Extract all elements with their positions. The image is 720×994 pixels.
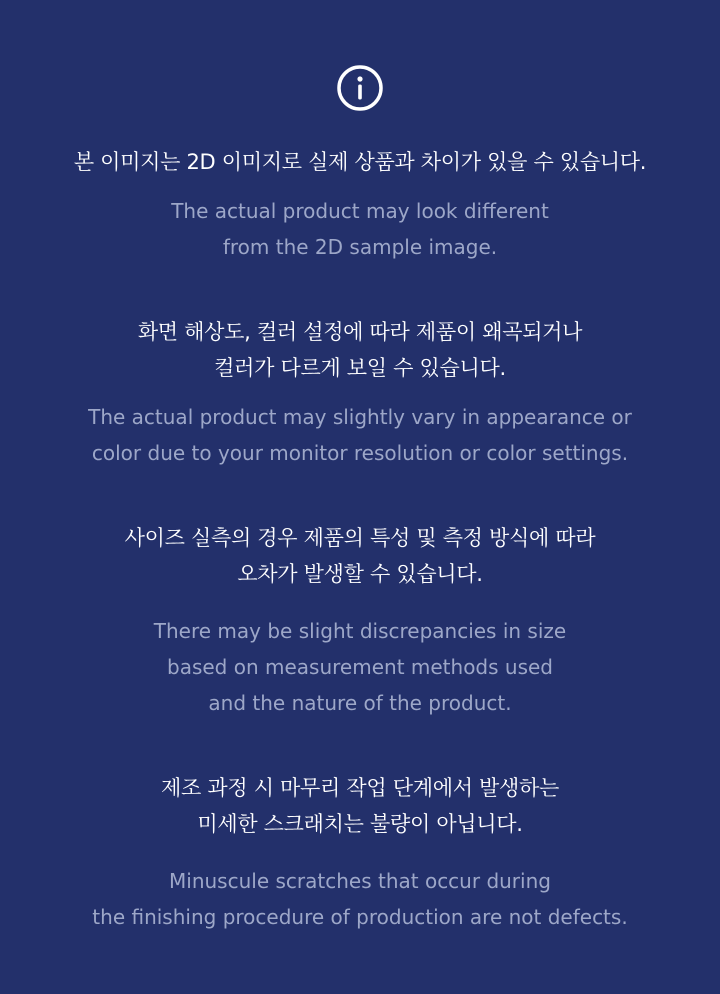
notice-1-english-line-2: from the 2D sample image. — [222, 235, 498, 259]
notice-4-english-line-2: the finishing procedure of production are not defects. — [92, 905, 628, 929]
notice-4 — [0, 770, 720, 842]
notice-2 — [0, 314, 720, 386]
notice-3-english-line-2: based on measurement methods used — [167, 655, 553, 679]
notice-2-english — [0, 399, 720, 471]
notice-3-korean — [0, 520, 720, 592]
info-circle-icon — [336, 64, 384, 112]
notice-2-english-line-2: color due to your monitor resolution or color settings. — [91, 441, 629, 465]
notice-3-english-line-1: There may be slight discrepancies in size — [153, 619, 567, 643]
notice-2-korean — [0, 314, 720, 386]
notice-1-english — [0, 193, 720, 265]
notice-3 — [0, 520, 720, 592]
info-icon — [336, 64, 384, 112]
notice-1-korean-line-1: 본 이미지는 2D 이미지로 실제 상품과 차이가 있을 수 있습니다. — [73, 150, 647, 174]
notice-3-english-line-3: and the nature of the product. — [208, 691, 512, 715]
notice-2-english-block — [0, 399, 720, 471]
notice-4-korean-line-1: 제조 과정 시 마무리 작업 단계에서 발생하는 — [161, 776, 559, 800]
notice-4-korean — [0, 770, 720, 842]
notice-4-english — [0, 863, 720, 935]
notice-4-korean-line-2: 미세한 스크래치는 불량이 아닙니다. — [197, 812, 523, 836]
notice-3-english-block — [0, 613, 720, 721]
notice-2-english-line-1: The actual product may slightly vary in appearance or — [88, 405, 632, 429]
notice-4-english-block — [0, 863, 720, 935]
notice-2-korean-line-1: 화면 해상도, 컬러 설정에 따라 제품이 왜곡되거나 — [137, 320, 583, 344]
notice-3-korean-line-2: 오차가 발생할 수 있습니다. — [237, 562, 483, 586]
notice-1-english-block — [0, 193, 720, 265]
notice-2-korean-line-2: 컬러가 다르게 보일 수 있습니다. — [214, 356, 506, 380]
notice-1-english-line-1: The actual product may look different — [171, 199, 549, 223]
notice-1-korean — [0, 144, 720, 180]
notice-3-korean-line-1: 사이즈 실측의 경우 제품의 특성 및 측정 방식에 따라 — [124, 526, 596, 550]
notice-1 — [0, 144, 720, 180]
notice-4-english-line-1: Minuscule scratches that occur during — [169, 869, 551, 893]
notice-3-english — [0, 613, 720, 721]
